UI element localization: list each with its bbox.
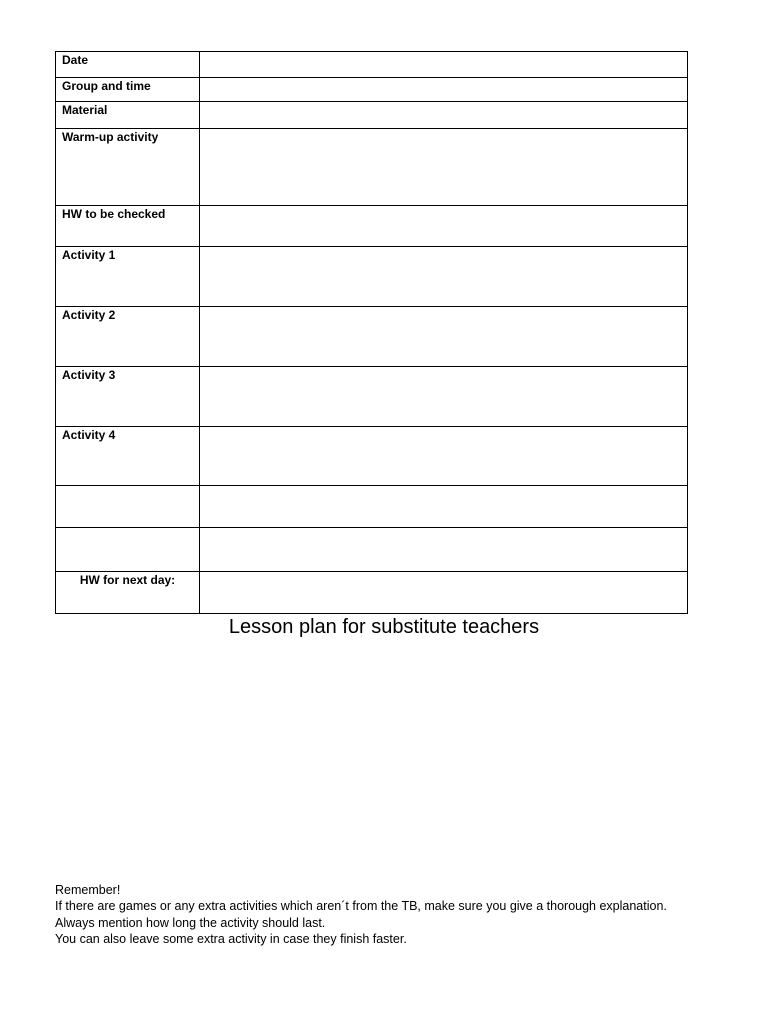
activity-4-field[interactable] [200, 427, 688, 486]
hw-to-be-checked-field[interactable] [200, 206, 688, 247]
table-row-material [56, 102, 688, 129]
table-row-activity-2 [56, 307, 688, 367]
reminder-line-explanation: If there are games or any extra activities which aren´t from the TB, make sure you give a thorough explanation. [55, 899, 667, 914]
reminder-line-extra-activity: You can also leave some extra activity in case they finish faster. [55, 931, 407, 946]
table-row-activity-4 [56, 427, 688, 486]
date-field[interactable] [200, 52, 688, 78]
table-row-date [56, 52, 688, 78]
material-label: Material [56, 102, 200, 129]
table-row-warm-up [56, 129, 688, 206]
reminder-notes [55, 882, 745, 947]
table-row-hw-for-next-day [56, 572, 688, 614]
activity-3-field[interactable] [200, 367, 688, 427]
group-and-time-field[interactable] [200, 78, 688, 102]
activity-2-label: Activity 2 [56, 307, 200, 367]
warm-up-activity-field[interactable] [200, 129, 688, 206]
blank-label-2 [56, 528, 200, 572]
table-row-group-and-time [56, 78, 688, 102]
activity-2-field[interactable] [200, 307, 688, 367]
table-row-blank-1 [56, 486, 688, 528]
blank-field-2[interactable] [200, 528, 688, 572]
blank-field-1[interactable] [200, 486, 688, 528]
blank-label-1 [56, 486, 200, 528]
lesson-plan-table [55, 51, 688, 614]
table-row-activity-1 [56, 247, 688, 307]
table-row-blank-2 [56, 528, 688, 572]
group-and-time-label: Group and time [56, 78, 200, 102]
activity-4-label: Activity 4 [56, 427, 200, 486]
hw-for-next-day-field[interactable] [200, 572, 688, 614]
activity-1-field[interactable] [200, 247, 688, 307]
reminder-line-duration: Always mention how long the activity should last. [55, 915, 326, 930]
hw-for-next-day-label: HW for next day: [56, 572, 200, 614]
activity-3-label: Activity 3 [56, 367, 200, 427]
material-field[interactable] [200, 102, 688, 129]
table-row-hw-to-be-checked [56, 206, 688, 247]
hw-to-be-checked-label: HW to be checked [56, 206, 200, 247]
reminder-heading: Remember! [55, 883, 121, 897]
date-label: Date [56, 52, 200, 78]
activity-1-label: Activity 1 [56, 247, 200, 307]
table-row-activity-3 [56, 367, 688, 427]
warm-up-activity-label: Warm-up activity [56, 129, 200, 206]
document-title: Lesson plan for substitute teachers [228, 616, 540, 638]
